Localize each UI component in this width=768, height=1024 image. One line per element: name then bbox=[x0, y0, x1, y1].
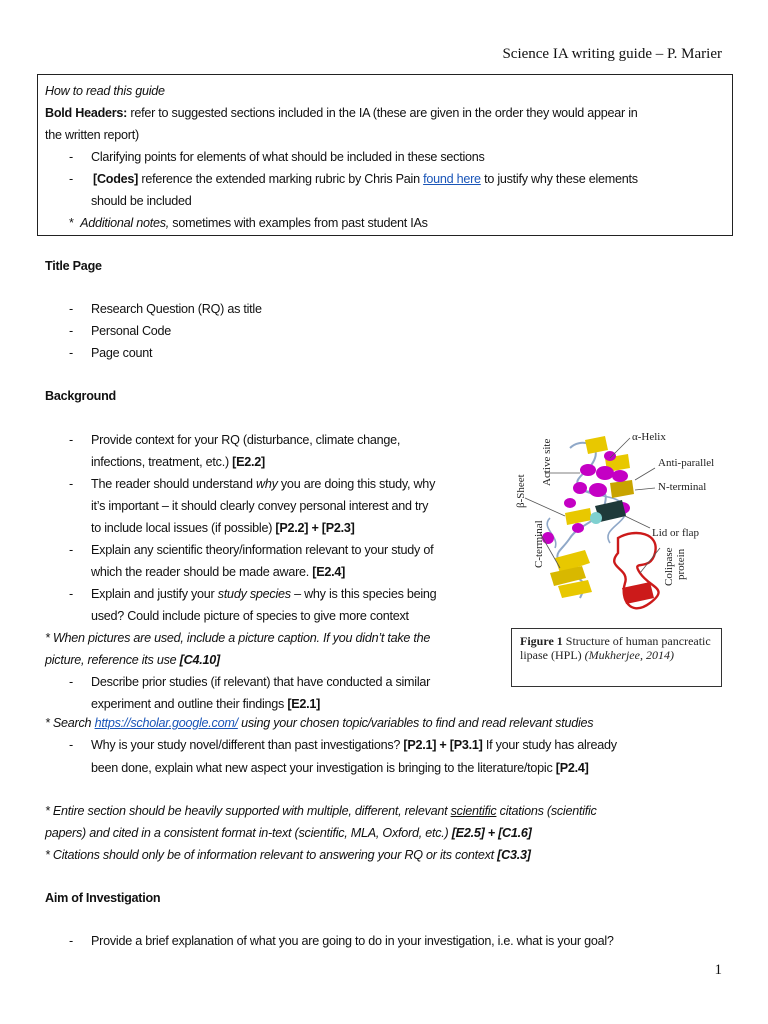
rubric-code: [E2.5] + [C1.6] bbox=[451, 826, 532, 840]
guide-item-dash: - bbox=[69, 172, 73, 186]
rubric-code: [C3.3] bbox=[497, 848, 531, 862]
background-item-4-line-1 bbox=[91, 583, 436, 605]
label-anti-parallel: Anti-parallel bbox=[658, 457, 715, 469]
figure-caption-label: Figure 1 bbox=[520, 634, 563, 648]
rubric-code: [E2.4] bbox=[312, 565, 346, 579]
bullet-dash: - bbox=[69, 302, 73, 316]
text: papers) and cited in a consistent format in-text (scientific, MLA, Oxford, etc.) bbox=[45, 826, 452, 840]
background-item-1-line-1: Provide context for your RQ (disturbance, climate change, bbox=[91, 433, 401, 447]
rubric-code: [E2.2] bbox=[232, 455, 265, 469]
rubric-code: [P2.1] + [P3.1] bbox=[403, 738, 483, 752]
text: * Entire section should be heavily supported with multiple, different, relevant bbox=[45, 804, 451, 818]
background-item-2-line-1 bbox=[91, 473, 435, 495]
text: been done, explain what new aspect your investigation is bringing to the literature/topic bbox=[91, 761, 556, 775]
bold-headers-line-2: the written report) bbox=[45, 128, 139, 142]
text: Explain and justify your bbox=[91, 587, 218, 601]
bold-headers-line bbox=[45, 102, 638, 124]
text-italic: why bbox=[255, 477, 278, 491]
text: using your chosen topic/variables to find and read relevant studies bbox=[237, 716, 594, 730]
text: – why is this species being bbox=[290, 587, 437, 601]
found-here-link[interactable]: found here bbox=[423, 172, 481, 186]
novel-line-2 bbox=[91, 757, 589, 779]
label-c-terminal: C-terminal bbox=[533, 520, 545, 568]
figure-caption-text: Structure of human pancreatic lipase (HPL) bbox=[520, 634, 711, 662]
label-n-terminal: N-terminal bbox=[658, 481, 707, 493]
citation-note-line-2 bbox=[45, 822, 532, 844]
label-colipase-protein: protein bbox=[675, 548, 687, 580]
section-heading-background: Background bbox=[45, 389, 116, 403]
bullet-dash: - bbox=[69, 738, 73, 752]
bullet-dash: - bbox=[69, 477, 73, 491]
rubric-code: [C4.10] bbox=[179, 653, 220, 667]
bold-headers-label: Bold Headers: bbox=[45, 106, 128, 120]
text: infections, treatment, etc.) bbox=[91, 455, 233, 469]
search-note bbox=[45, 712, 593, 734]
note-italic: Additional notes, bbox=[80, 216, 170, 230]
guide-item-codes bbox=[93, 168, 638, 190]
bullet-dash: - bbox=[69, 324, 73, 338]
note-star: * bbox=[69, 216, 74, 230]
text: The reader should understand bbox=[91, 477, 256, 491]
title-page-item: Personal Code bbox=[91, 324, 172, 338]
bullet-dash: - bbox=[69, 433, 73, 447]
guide-note bbox=[69, 212, 428, 234]
section-heading-title-page: Title Page bbox=[45, 259, 102, 273]
background-item-3-line-2 bbox=[91, 561, 345, 583]
text-italic: study species bbox=[217, 587, 291, 601]
title-page-item: Research Question (RQ) as title bbox=[91, 302, 262, 316]
label-alpha-helix: α-Helix bbox=[632, 431, 666, 443]
note-text: sometimes with examples from past student IAs bbox=[169, 216, 428, 230]
citation-note-line-1 bbox=[45, 800, 597, 822]
background-item-4-line-2: used? Could include picture of species to give more context bbox=[91, 609, 409, 623]
text: picture, reference its use bbox=[45, 653, 180, 667]
aim-item: Provide a brief explanation of what you are going to do in your investigation, i.e. what is your goal? bbox=[91, 934, 614, 948]
label-lid-or-flap: Lid or flap bbox=[652, 527, 700, 539]
label-beta-sheet: β-Sheet bbox=[515, 474, 527, 508]
bullet-dash: - bbox=[69, 543, 73, 557]
background-item-3-line-1: Explain any scientific theory/information relevant to your study of bbox=[91, 543, 434, 557]
section-heading-aim: Aim of Investigation bbox=[45, 891, 161, 905]
text: Why is your study novel/different than past investigations? bbox=[91, 738, 404, 752]
figure-caption-citation: (Mukherjee, 2014) bbox=[584, 648, 674, 662]
bullet-dash: - bbox=[69, 675, 73, 689]
text: citations (scientific bbox=[496, 804, 597, 818]
background-item-1-line-2 bbox=[91, 451, 265, 473]
text: If your study has already bbox=[482, 738, 617, 752]
background-item-2-line-3 bbox=[91, 517, 355, 539]
codes-text-after: to justify why these elements bbox=[480, 172, 638, 186]
figure-caption bbox=[511, 628, 722, 687]
text-underline: scientific bbox=[450, 804, 497, 818]
bullet-dash: - bbox=[69, 934, 73, 948]
text: experiment and outline their findings bbox=[91, 697, 288, 711]
running-header: Science IA writing guide – P. Marier bbox=[502, 46, 722, 62]
prior-studies-line-1: Describe prior studies (if relevant) that have conducted a similar bbox=[91, 675, 431, 689]
scholar-google-link[interactable]: https://scholar.google.com/ bbox=[94, 716, 238, 730]
picture-note-line-2 bbox=[45, 649, 220, 671]
picture-note-line-1: * When pictures are used, include a picture caption. If you didn’t take the bbox=[45, 631, 431, 645]
label-colipase: Colipase bbox=[663, 547, 675, 586]
bullet-dash: - bbox=[69, 587, 73, 601]
citation-note-line-3 bbox=[45, 844, 531, 866]
bold-headers-text: refer to suggested sections included in the IA (these are given in the order they would appear in bbox=[127, 106, 638, 120]
text: to include local issues (if possible) bbox=[91, 521, 276, 535]
background-item-2-line-2: it’s important – it should clearly convey personal interest and try bbox=[91, 499, 429, 513]
guide-item-codes-line-2: should be included bbox=[91, 194, 192, 208]
text: * Citations should only be of information relevant to answering your RQ or its context bbox=[45, 848, 498, 862]
text: you are doing this study, why bbox=[277, 477, 436, 491]
text: which the reader should be made aware. bbox=[91, 565, 313, 579]
guide-item-clarifying: Clarifying points for elements of what should be included in these sections bbox=[91, 150, 485, 164]
guide-box-title: How to read this guide bbox=[45, 84, 165, 98]
label-active-site: Active site bbox=[541, 438, 553, 486]
rubric-code: [P2.4] bbox=[555, 761, 589, 775]
codes-text: reference the extended marking rubric by Chris Pain bbox=[138, 172, 424, 186]
rubric-code: [E2.1] bbox=[287, 697, 321, 711]
text: * Search bbox=[45, 716, 95, 730]
protein-structure-figure bbox=[510, 428, 735, 618]
title-page-item: Page count bbox=[91, 346, 153, 360]
hpl-structure-image bbox=[510, 428, 735, 618]
page-number: 1 bbox=[714, 962, 722, 978]
novel-line-1 bbox=[91, 734, 617, 756]
bullet-dash: - bbox=[69, 346, 73, 360]
rubric-code: [P2.2] + [P2.3] bbox=[275, 521, 355, 535]
codes-label: [Codes] bbox=[93, 172, 139, 186]
guide-item-dash: - bbox=[69, 150, 73, 164]
